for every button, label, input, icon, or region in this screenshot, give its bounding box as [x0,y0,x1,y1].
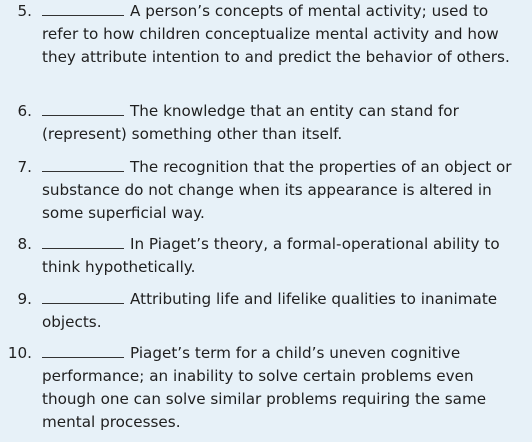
item-body [42,0,526,69]
answer-blank[interactable] [42,114,124,116]
answer-blank[interactable] [42,302,124,304]
item-body [42,100,526,146]
item-number: 8. [17,235,32,253]
answer-blank[interactable] [42,14,124,16]
item-body [42,233,526,279]
answer-blank[interactable] [42,170,124,172]
item-definition: In Piaget’s theory, a formal-operational ability to think hypothetically. [42,235,500,276]
item-body [42,156,526,225]
item-definition: The recognition that the properties of an object or substance do not change when its appearance is altered in some superficial way. [42,158,512,222]
item-number: 7. [17,158,32,176]
item-body [42,342,526,434]
item-number: 9. [17,290,32,308]
item-definition: Attributing life and lifelike qualities to inanimate objects. [42,290,498,331]
item-number: 6. [17,102,32,120]
item-definition: The knowledge that an entity can stand for (represent) something other than itself. [42,102,459,143]
answer-blank[interactable] [42,356,124,358]
item-body [42,288,526,334]
item-number: 10. [7,344,32,362]
item-definition: A person’s concepts of mental activity; used to refer to how children conceptualize mental activity and how they attribute intention to and predict the behavior of others. [42,2,510,66]
item-number: 5. [17,2,32,20]
answer-blank[interactable] [42,247,124,249]
item-definition: Piaget’s term for a child’s uneven cognitive performance; an inability to solve certain problems even though one can solve similar problems requiring the same mental processes. [42,344,487,431]
